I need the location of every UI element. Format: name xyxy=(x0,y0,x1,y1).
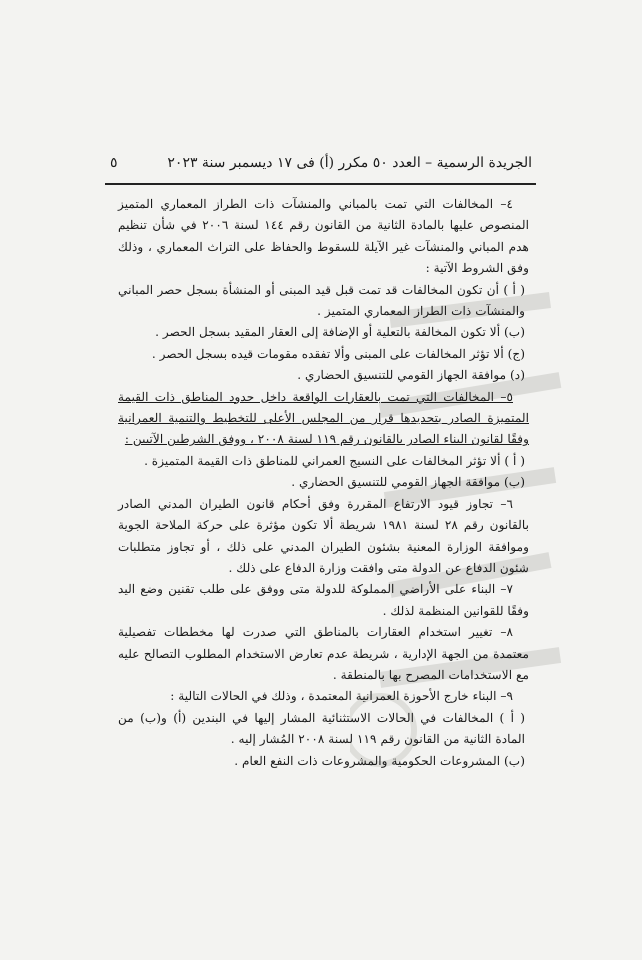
paragraph: ( أ ) المخالفات في الحالات الاستثنائية المشار إليها في البندين (أ) و(ب) من المادة الثانية من القانون رقم ١١٩ لسنة ٢٠٠٨ المُشار إليه . xyxy=(118,710,525,747)
paragraph: (ب) موافقة الجهاز القومي للتنسيق الحضاري . xyxy=(291,475,525,490)
page-header xyxy=(110,150,532,176)
paragraph: (ب) المشروعات الحكومية والمشروعات ذات النفع العام . xyxy=(234,753,525,768)
paragraph: ( أ ) أن تكون المخالفات قد تمت قبل قيد المبنى أو المنشأة بسجل حصر المباني والمنشآت ذات الطراز المعماري المتميز . xyxy=(118,282,525,319)
paragraph: ٤– المخالفات التي تمت بالمباني والمنشآت ذات الطراز المعماري المتميز المنصوص عليها بالمادة الثانية من القانون رقم ١٤٤ لسنة ٢٠٠٦ في شأن تنظيم هدم المباني والمنشآت غير الآيلة للسقوط والحفاظ على التراث المعماري ، وذلك وفق الشروط الآتية : xyxy=(118,197,529,276)
paragraph: (ب) ألا تكون المخالفة بالتعلية أو الإضافة إلى العقار المقيد بسجل الحصر . xyxy=(155,325,525,340)
paragraph: (ج) ألا تؤثر المخالفات على المبنى وألا تفقده مقومات قيده بسجل الحصر . xyxy=(151,346,525,361)
paragraph: ٦– تجاوز قيود الارتفاع المقررة وفق أحكام قانون الطيران المدني الصادر بالقانون رقم ٢٨ لسنة ١٩٨١ شريطة ألا تكون مؤثرة على حركة الملاحة الجوية وموافقة الوزارة المعنية بشئون الطيران المدني على ذلك ، أو تجاوز متطلبات شئون الدفاع عن الدولة متى وافقت وزارة الدفاع على ذلك . xyxy=(118,496,529,575)
paragraph: ٥– المخالفات التي تمت بالعقارات الواقعة داخل حدود المناطق ذات القيمة المتميزة الصادر بتحديدها قرار من المجلس الأعلى للتخطيط والتنمية العمرانية وفقًا لقانون البناء الصادر بالقانون رقم ١١٩ لسنة ٢٠٠٨ ، ووفق الشرطين الآتيين : xyxy=(118,389,529,447)
header-rule xyxy=(105,183,536,185)
paragraph: ( أ ) ألا تؤثر المخالفات على النسيج العمراني للمناطق ذات القيمة المتميزة . xyxy=(144,453,525,468)
paragraph: ٨– تغيير استخدام العقارات بالمناطق التي صدرت لها مخططات تفصيلية معتمدة من الجهة الإدارية ، شريطة عدم تعارض الاستخدام المطلوب التصالح عليه مع الاستخدامات المصرح بها بالمنطقة . xyxy=(118,625,529,682)
page-number: ٥ xyxy=(110,155,118,171)
document-body xyxy=(118,194,529,772)
paragraph: (د) موافقة الجهاز القومي للتنسيق الحضاري . xyxy=(297,368,525,383)
header-title: الجريدة الرسمية – العدد ٥٠ مكرر (أ) فى ١٧ ديسمبر سنة ٢٠٢٣ xyxy=(167,155,532,171)
paragraph: ٩– البناء خارج الأحوزة العمرانية المعتمدة ، وذلك في الحالات التالية : xyxy=(170,689,513,704)
paragraph: ٧– البناء على الأراضي المملوكة للدولة متى ووفق على طلب تقنين وضع اليد وفقًا للقوانين المنظمة لذلك . xyxy=(118,582,529,618)
